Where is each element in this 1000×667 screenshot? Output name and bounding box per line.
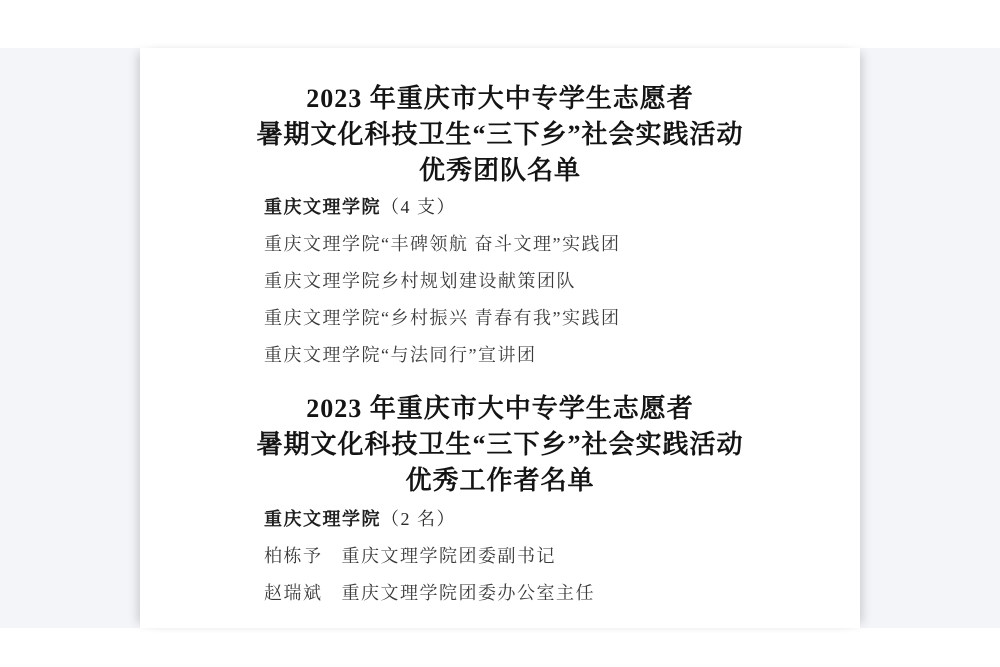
person-name: 赵瑞斌 <box>264 583 323 603</box>
group-heading-workers <box>140 501 860 538</box>
person-name: 柏栋予 <box>264 546 323 566</box>
title-line: 优秀团队名单 <box>418 156 581 185</box>
workers-title <box>140 391 860 499</box>
group-count: （2 名） <box>381 509 456 529</box>
title-line: 2023 年重庆市大中专学生志愿者 <box>306 394 694 423</box>
person-role: 重庆文理学院团委办公室主任 <box>341 583 595 603</box>
group-name: 重庆文理学院 <box>264 509 381 529</box>
teams-title <box>140 81 860 189</box>
title-line: 暑期文化科技卫生“三下乡”社会实践活动 <box>256 430 744 459</box>
document-page <box>140 48 860 628</box>
group-count: （4 支） <box>381 197 456 217</box>
team-item: 重庆文理学院“与法同行”宣讲团 <box>264 345 537 365</box>
person-row <box>140 538 860 575</box>
group-name: 重庆文理学院 <box>264 197 381 217</box>
section-outstanding-workers <box>140 391 860 612</box>
person-role: 重庆文理学院团委副书记 <box>341 546 556 566</box>
team-item: 重庆文理学院“乡村振兴 青春有我”实践团 <box>264 308 621 328</box>
person-row <box>140 575 860 612</box>
title-line: 优秀工作者名单 <box>405 466 595 495</box>
team-item: 重庆文理学院乡村规划建设献策团队 <box>264 271 576 291</box>
team-list <box>140 226 860 374</box>
title-line: 暑期文化科技卫生“三下乡”社会实践活动 <box>256 120 744 149</box>
team-item: 重庆文理学院“丰碑领航 奋斗文理”实践团 <box>264 234 621 254</box>
section-outstanding-teams <box>140 81 860 374</box>
group-heading-teams <box>140 189 860 226</box>
document-viewer-background <box>0 48 1000 628</box>
title-line: 2023 年重庆市大中专学生志愿者 <box>306 84 694 113</box>
